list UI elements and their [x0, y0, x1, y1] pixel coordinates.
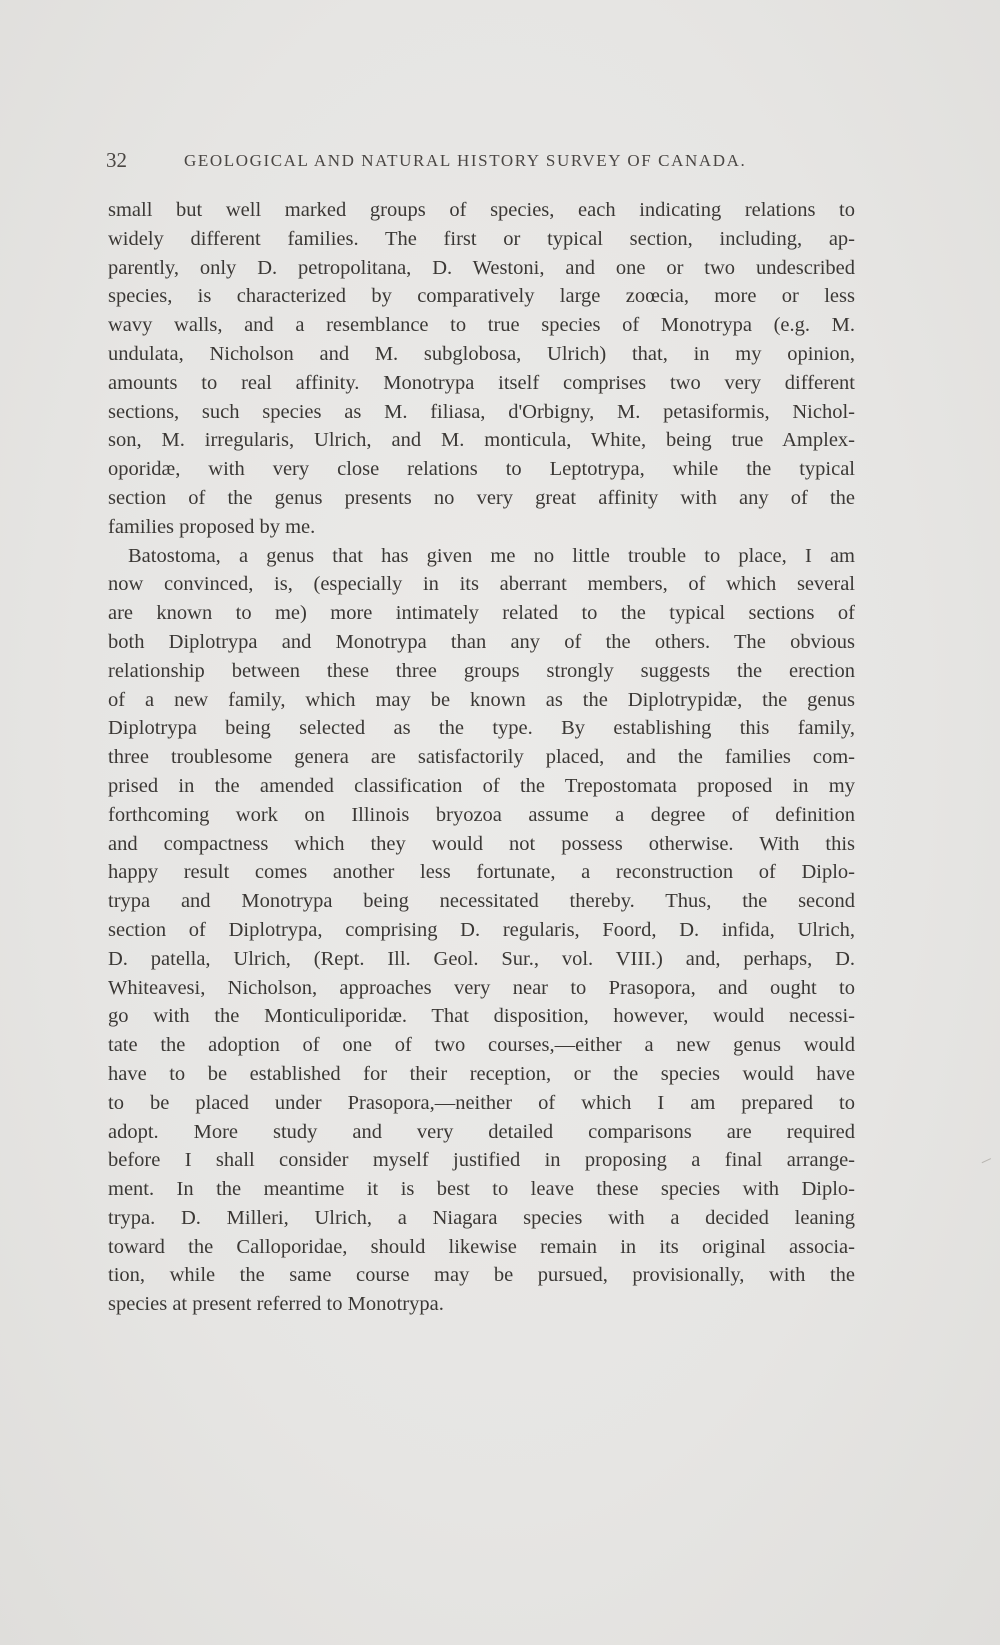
text-line: species at present referred to Monotrypa.	[108, 1293, 444, 1316]
text-line: tate the adoption of one of two courses,—either a new genus would	[108, 1034, 855, 1057]
page-number: 32	[106, 148, 127, 172]
text-line: have to be established for their reception, or the species would have	[108, 1062, 855, 1085]
text-line: adopt. More study and very detailed comparisons are required	[108, 1120, 855, 1143]
text-line: wavy walls, and a resemblance to true species of Monotrypa (e.g. M.	[108, 314, 855, 337]
text-line: parently, only D. petropolitana, D. Westoni, and one or two undescribed	[108, 256, 855, 279]
text-line: of a new family, which may be known as the Diplotrypidæ, the genus	[108, 688, 855, 711]
text-line: undulata, Nicholson and M. subglobosa, Ulrich) that, in my opinion,	[108, 342, 855, 365]
text-line: Batostoma, a genus that has given me no little trouble to place, I am	[128, 544, 855, 567]
text-line: widely different families. The first or typical section, including, ap-	[108, 227, 855, 250]
text-line: section of the genus presents no very great affinity with any of the	[108, 486, 855, 509]
text-line: Whiteavesi, Nicholson, approaches very near to Prasopora, and ought to	[108, 976, 855, 999]
paper-mark	[982, 1158, 993, 1166]
text-line: trypa. D. Milleri, Ulrich, a Niagara species with a decided leaning	[108, 1206, 855, 1229]
text-line: now convinced, is, (especially in its aberrant members, of which several	[108, 573, 855, 596]
text-line: families proposed by me.	[108, 515, 316, 538]
text-line: are known to me) more intimately related to the typical sections of	[108, 602, 855, 625]
text-line: forthcoming work on Illinois bryozoa assume a degree of definition	[108, 803, 855, 826]
body-text	[108, 196, 855, 1319]
text-line: to be placed under Prasopora,—neither of which I am prepared to	[108, 1091, 855, 1114]
page-header	[106, 148, 866, 172]
text-line: small but well marked groups of species, each indicating relations to	[108, 199, 855, 221]
text-line: trypa and Monotrypa being necessitated thereby. Thus, the second	[108, 890, 855, 913]
text-line: tion, while the same course may be pursued, provisionally, with the	[108, 1264, 855, 1287]
text-line: Diplotrypa being selected as the type. By establishing this family,	[108, 717, 855, 740]
text-line: toward the Calloporidae, should likewise remain in its original associa-	[108, 1235, 855, 1258]
text-line: section of Diplotrypa, comprising D. regularis, Foord, D. infida, Ulrich,	[108, 918, 855, 941]
running-title: GEOLOGICAL AND NATURAL HISTORY SURVEY OF CANADA.	[184, 151, 747, 170]
text-line: go with the Monticuliporidæ. That disposition, however, would necessi-	[108, 1005, 855, 1028]
text-line: both Diplotrypa and Monotrypa than any of the others. The obvious	[108, 630, 855, 653]
text-line: three troublesome genera are satisfactorily placed, and the families com-	[108, 746, 855, 769]
text-line: amounts to real affinity. Monotrypa itself comprises two very different	[108, 371, 855, 394]
text-line: oporidæ, with very close relations to Leptotrypa, while the typical	[108, 458, 855, 481]
text-line: prised in the amended classification of the Trepostomata proposed in my	[108, 774, 855, 797]
text-line: relationship between these three groups strongly suggests the erection	[108, 659, 855, 682]
text-line: before I shall consider myself justified in proposing a final arrange-	[108, 1149, 855, 1172]
text-line: son, M. irregularis, Ulrich, and M. monticula, White, being true Amplex-	[108, 429, 855, 452]
text-line: ment. In the meantime it is best to leave these species with Diplo-	[108, 1178, 855, 1201]
text-line: and compactness which they would not possess otherwise. With this	[108, 832, 855, 855]
text-line: sections, such species as M. filiasa, d'Orbigny, M. petasiformis, Nichol-	[108, 400, 855, 423]
text-line: happy result comes another less fortunate, a reconstruction of Diplo-	[108, 861, 855, 884]
text-line: D. patella, Ulrich, (Rept. Ill. Geol. Sur., vol. VIII.) and, perhaps, D.	[108, 947, 855, 970]
text-line: species, is characterized by comparatively large zoœcia, more or less	[108, 285, 855, 308]
